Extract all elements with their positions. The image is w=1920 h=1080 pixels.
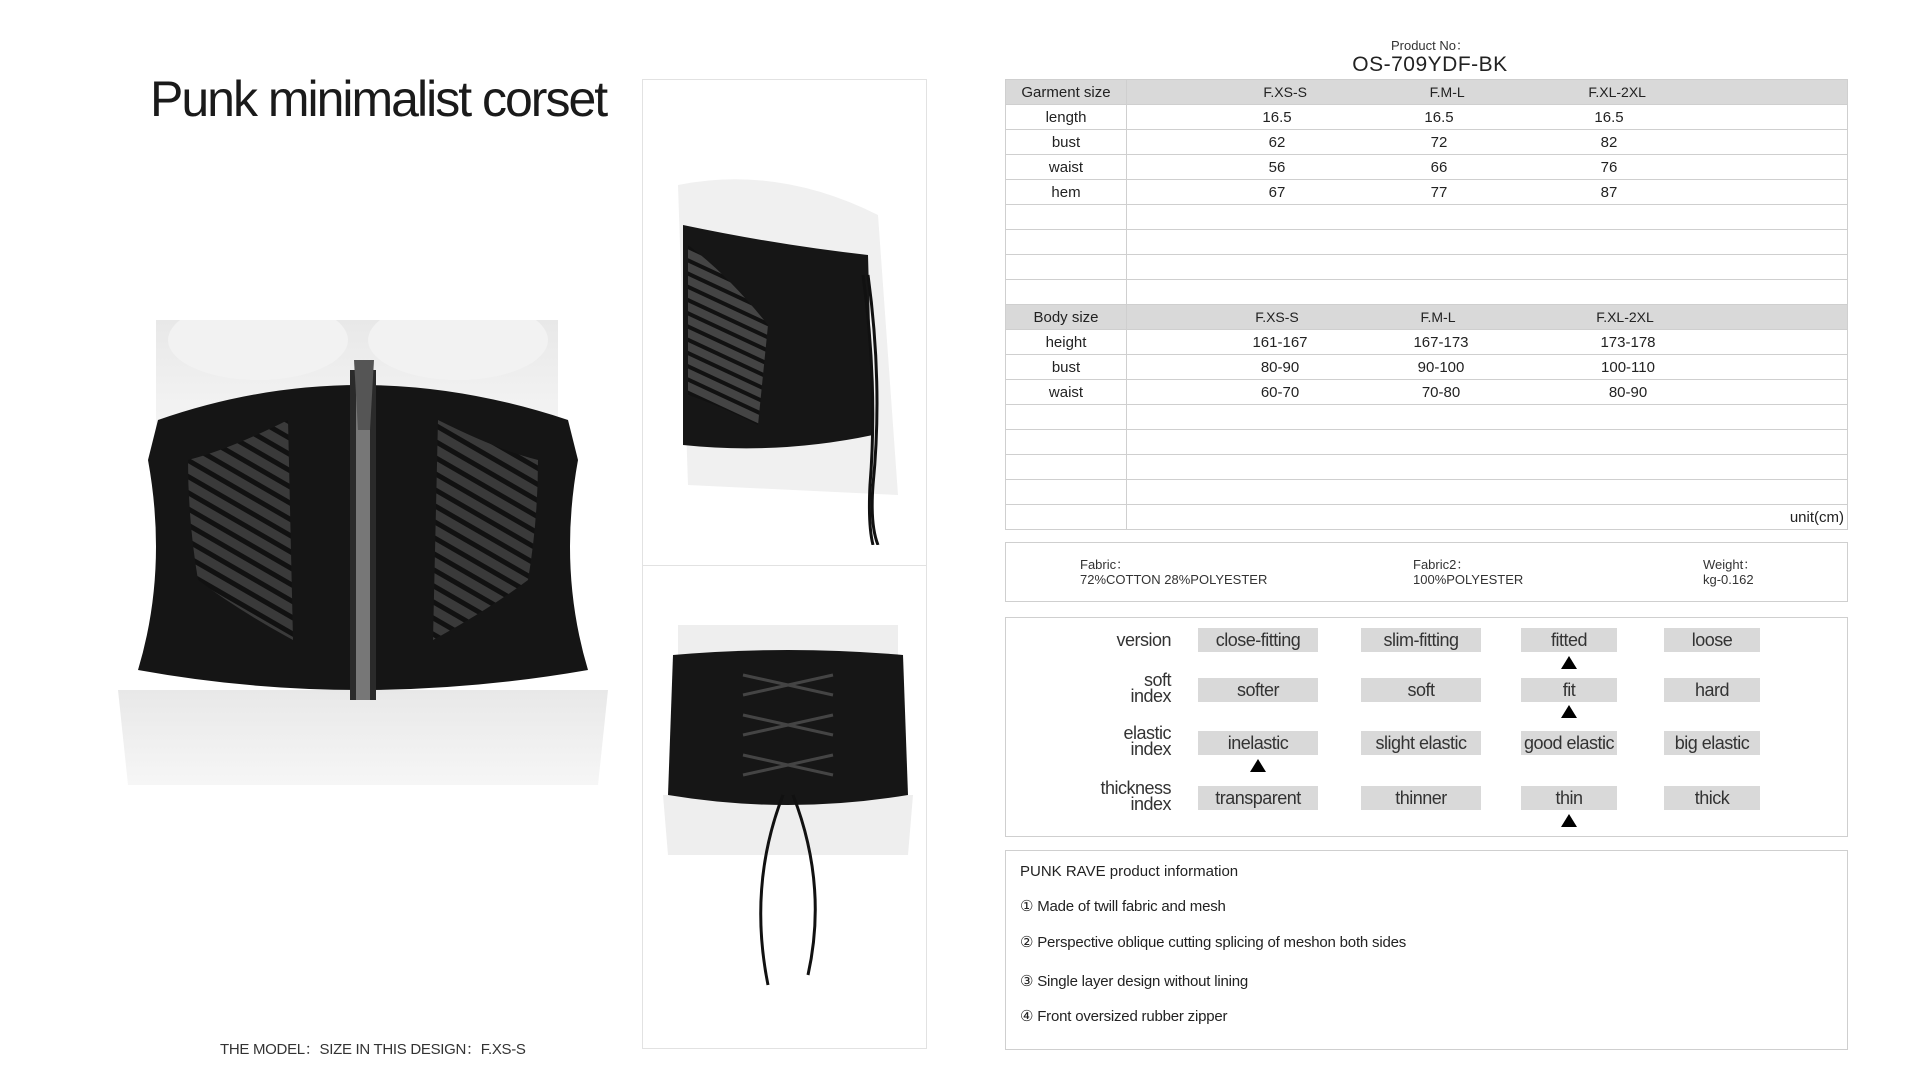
thickness-option-thin: thin xyxy=(1521,786,1617,810)
table-cell: 77 xyxy=(1430,183,1448,201)
fabric-1-value: 72%COTTON 28%POLYESTER xyxy=(1080,572,1268,587)
model-size-note: THE MODEL：SIZE IN THIS DESIGN：F.XS-S xyxy=(220,1041,526,1058)
elastic-option-slight-elastic: slight elastic xyxy=(1361,731,1481,755)
row-label: bust xyxy=(1006,355,1127,380)
soft-selected-marker-icon xyxy=(1561,705,1577,718)
fit-index-box xyxy=(1005,617,1848,837)
body-size-header: Body size xyxy=(1006,305,1127,330)
table-cell: 80-90 xyxy=(1260,358,1300,376)
body-size-col: F.XL-2XL xyxy=(1596,308,1654,325)
empty-row xyxy=(1006,405,1848,430)
table-cell: 173-178 xyxy=(1600,333,1656,351)
fabric-1-label: Fabric： xyxy=(1080,557,1130,572)
body-size-header-row xyxy=(1006,305,1848,330)
garment-size-col: F.XS-S xyxy=(1263,83,1307,100)
size-chart-table xyxy=(1005,79,1848,530)
table-cell: 167-173 xyxy=(1413,333,1469,351)
table-cell: 90-100 xyxy=(1417,358,1465,376)
side-view-corset-photo xyxy=(658,125,918,545)
table-row xyxy=(1006,355,1848,380)
elastic-selected-marker-icon xyxy=(1250,759,1266,772)
table-row xyxy=(1006,130,1848,155)
table-cell: 16.5 xyxy=(1262,108,1292,126)
garment-size-header: Garment size xyxy=(1006,80,1127,105)
product-number-value: OS-709YDF-BK xyxy=(1352,53,1508,76)
front-view-corset-photo xyxy=(118,320,608,790)
elastic-option-good-elastic: good elastic xyxy=(1521,731,1617,755)
panel-divider xyxy=(643,565,926,566)
garment-size-header-row xyxy=(1006,80,1848,105)
row-label: length xyxy=(1006,105,1127,130)
thickness-selected-marker-icon xyxy=(1561,814,1577,827)
soft-option-soft: soft xyxy=(1361,678,1481,702)
empty-row xyxy=(1006,230,1848,255)
table-cell: 100-110 xyxy=(1601,358,1655,376)
table-cell: 67 xyxy=(1268,183,1286,201)
table-row xyxy=(1006,105,1848,130)
thickness-option-thick: thick xyxy=(1664,786,1760,810)
table-cell: 161-167 xyxy=(1252,333,1308,351)
table-row xyxy=(1006,330,1848,355)
product-number xyxy=(1300,35,1560,77)
table-cell: 70-80 xyxy=(1421,383,1461,401)
row-label: waist xyxy=(1006,380,1127,405)
empty-row xyxy=(1006,455,1848,480)
product-number-label: Product No： xyxy=(1390,38,1470,53)
table-cell: 60-70 xyxy=(1260,383,1300,401)
version-option-close-fitting: close-fitting xyxy=(1198,628,1318,652)
table-cell: 76 xyxy=(1600,158,1618,176)
weight-label: Weight： xyxy=(1703,557,1757,572)
alternate-views-panel xyxy=(642,79,927,1049)
version-selected-marker-icon xyxy=(1561,656,1577,669)
table-row xyxy=(1006,380,1848,405)
product-title: Punk minimalist corset xyxy=(150,71,607,127)
body-size-col: F.XS-S xyxy=(1255,308,1299,325)
garment-size-col: F.M-L xyxy=(1429,83,1465,100)
version-label: version xyxy=(1116,630,1171,650)
garment-size-col: F.XL-2XL xyxy=(1588,83,1646,100)
version-option-fitted: fitted xyxy=(1521,628,1617,652)
info-item: ② Perspective oblique cutting splicing of meshon both sides xyxy=(1020,934,1407,951)
table-cell: 82 xyxy=(1600,133,1618,151)
back-view-corset-photo xyxy=(658,625,918,1025)
empty-row xyxy=(1006,280,1848,305)
body-size-col: F.M-L xyxy=(1420,308,1456,325)
fabric-info-box xyxy=(1005,542,1848,602)
row-label: hem xyxy=(1006,180,1127,205)
table-cell: 16.5 xyxy=(1594,108,1624,126)
version-option-slim-fitting: slim-fitting xyxy=(1361,628,1481,652)
elastic-option-big-elastic: big elastic xyxy=(1664,731,1760,755)
elastic-option-inelastic: inelastic xyxy=(1198,731,1318,755)
fabric-2 xyxy=(1413,557,1523,587)
thickness-option-transparent: transparent xyxy=(1198,786,1318,810)
product-information-box xyxy=(1005,850,1848,1050)
info-item: ① Made of twill fabric and mesh xyxy=(1020,898,1226,915)
soft-option-fit: fit xyxy=(1521,678,1617,702)
empty-row xyxy=(1006,430,1848,455)
info-title: PUNK RAVE product information xyxy=(1020,863,1239,880)
elastic-index-label: elastic index xyxy=(1123,723,1171,759)
soft-index-label: soft index xyxy=(1130,670,1171,706)
info-item: ④ Front oversized rubber zipper xyxy=(1020,1008,1228,1025)
fabric-2-value: 100%POLYESTER xyxy=(1413,572,1524,587)
thickness-option-thinner: thinner xyxy=(1361,786,1481,810)
table-cell: 72 xyxy=(1430,133,1448,151)
unit-row xyxy=(1006,505,1848,530)
table-row xyxy=(1006,180,1848,205)
unit-label: unit(cm) xyxy=(1127,505,1848,530)
weight xyxy=(1703,557,1756,587)
empty-row xyxy=(1006,205,1848,230)
row-label: bust xyxy=(1006,130,1127,155)
table-cell: 80-90 xyxy=(1608,383,1648,401)
empty-row xyxy=(1006,255,1848,280)
table-row xyxy=(1006,155,1848,180)
soft-option-softer: softer xyxy=(1198,678,1318,702)
thickness-index-label: thickness index xyxy=(1100,778,1171,814)
table-cell: 66 xyxy=(1430,158,1448,176)
version-option-loose: loose xyxy=(1664,628,1760,652)
row-label: waist xyxy=(1006,155,1127,180)
fabric-2-label: Fabric2： xyxy=(1413,557,1470,572)
table-cell: 62 xyxy=(1268,133,1286,151)
table-cell: 16.5 xyxy=(1424,108,1454,126)
empty-row xyxy=(1006,480,1848,505)
row-label: height xyxy=(1006,330,1127,355)
table-cell: 87 xyxy=(1600,183,1618,201)
table-cell: 56 xyxy=(1268,158,1286,176)
fabric-1 xyxy=(1080,557,1267,587)
soft-option-hard: hard xyxy=(1664,678,1760,702)
info-item: ③ Single layer design without lining xyxy=(1020,973,1249,990)
weight-value: kg-0.162 xyxy=(1703,572,1754,587)
